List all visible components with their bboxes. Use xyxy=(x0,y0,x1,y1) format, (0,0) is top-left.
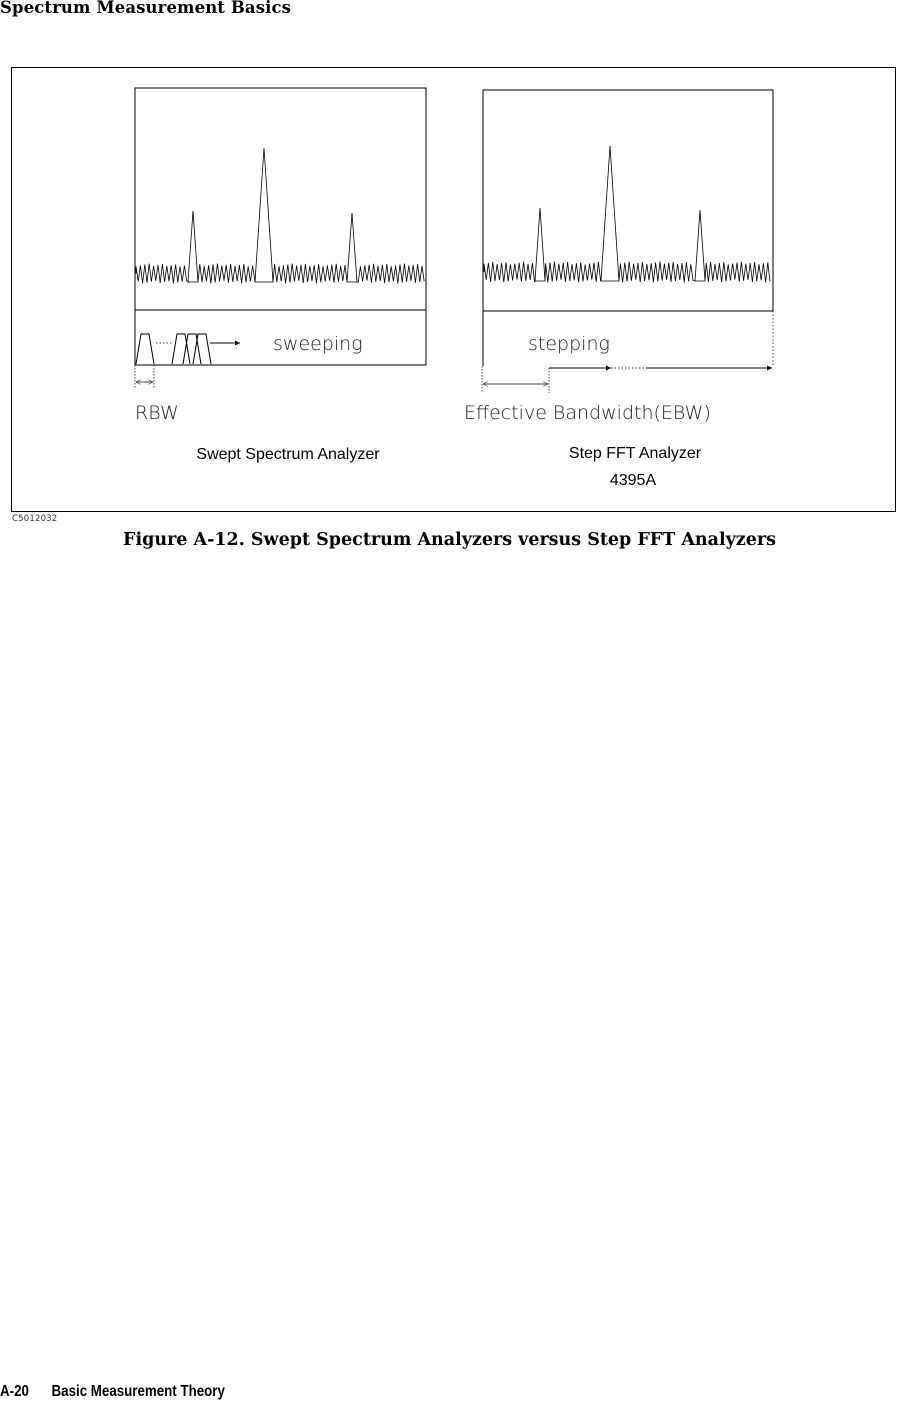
page-number: A-20 xyxy=(0,1383,29,1400)
figure-code: C5012032 xyxy=(12,514,58,524)
page-footer xyxy=(0,1383,225,1401)
swept-spectrum-trace xyxy=(136,148,424,284)
fft-analyzer-caption: Step FFT Analyzer xyxy=(568,445,702,462)
ebw-label: Effective Bandwidth(EBW) xyxy=(464,402,711,424)
rbw-label: RBW xyxy=(135,402,179,424)
figure-caption: Figure A-12. Swept Spectrum Analyzers versus Step FFT Analyzers xyxy=(123,530,776,550)
swept-analyzer-panel xyxy=(135,88,426,463)
section-title: Basic Measurement Theory xyxy=(51,1383,225,1400)
sweeping-label: sweeping xyxy=(273,333,363,355)
rbw-filter-shape xyxy=(136,334,154,364)
running-head: Spectrum Measurement Basics xyxy=(0,0,291,17)
spectrum-figure xyxy=(0,0,899,530)
model-number: 4395A xyxy=(609,472,657,489)
stepping-label: stepping xyxy=(528,333,610,355)
step-fft-panel xyxy=(464,90,773,489)
fft-spectrum-trace xyxy=(484,146,770,283)
swept-screen xyxy=(135,88,426,365)
rbw-filter-shape xyxy=(193,334,211,364)
swept-analyzer-caption: Swept Spectrum Analyzer xyxy=(196,446,380,463)
